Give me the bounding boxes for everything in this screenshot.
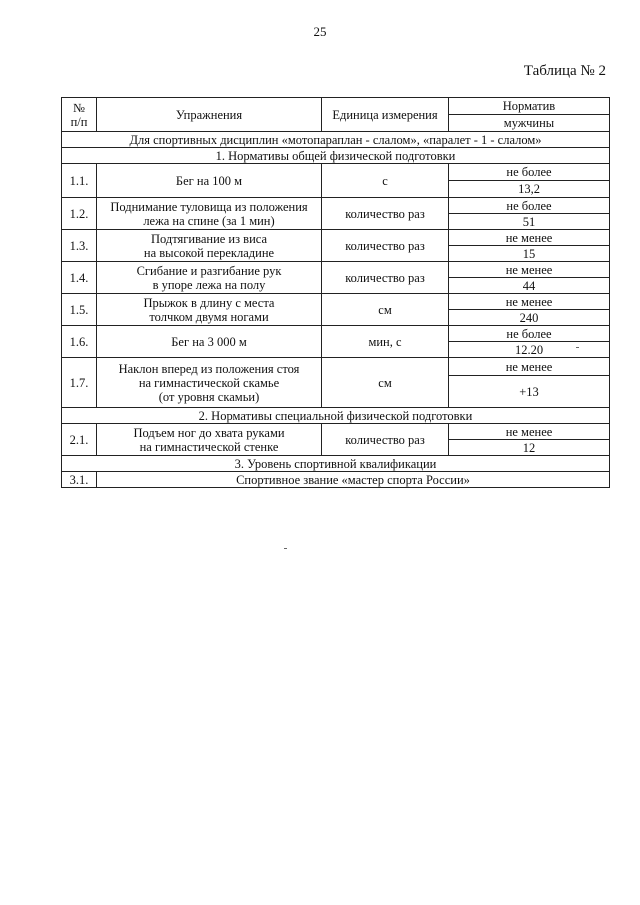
row-unit: количество раз — [322, 424, 449, 456]
section-row — [62, 456, 610, 472]
row-condition: не менее — [449, 230, 610, 246]
header-num: № п/п — [62, 98, 97, 132]
row-exercise: Бег на 100 м — [97, 164, 322, 198]
table-row — [62, 164, 610, 181]
table-row — [62, 294, 610, 310]
discipline-title: Для спортивных дисциплин «мотопараплан - слалом», «паралет - 1 - слалом» — [62, 132, 610, 148]
row-num: 1.6. — [62, 326, 97, 358]
table-caption: Таблица № 2 — [523, 63, 606, 79]
table-row — [62, 326, 610, 342]
table-row — [62, 424, 610, 440]
table-row — [62, 472, 610, 488]
row-exercise: Сгибание и разгибание рук в упоре лежа на полу — [97, 262, 322, 294]
discipline-row — [62, 132, 610, 148]
row-exercise: Прыжок в длину с места толчком двумя ногами — [97, 294, 322, 326]
row-unit: количество раз — [322, 230, 449, 262]
row-value: 12 — [449, 440, 610, 456]
table-row — [62, 230, 610, 246]
table-row — [62, 262, 610, 278]
row-num: 2.1. — [62, 424, 97, 456]
row-value: 51 — [449, 214, 610, 230]
row-condition: не менее — [449, 358, 610, 376]
row-condition: не менее — [449, 262, 610, 278]
row-value: 12.20 — [449, 342, 610, 358]
row-value: 44 — [449, 278, 610, 294]
table-row — [62, 358, 610, 376]
header-gender: мужчины — [449, 115, 610, 132]
header-exercise: Упражнения — [97, 98, 322, 132]
row-unit: с — [322, 164, 449, 198]
row-exercise: Подъем ног до хвата руками на гимнастической стенке — [97, 424, 322, 456]
norms-table — [61, 97, 610, 488]
row-num: 1.4. — [62, 262, 97, 294]
row-value: 13,2 — [449, 181, 610, 198]
row-condition: не менее — [449, 424, 610, 440]
row-exercise: Подтягивание из виса на высокой перекладине — [97, 230, 322, 262]
section-title: 3. Уровень спортивной квалификации — [62, 456, 610, 472]
row-unit: мин, с — [322, 326, 449, 358]
row-exercise: Бег на 3 000 м — [97, 326, 322, 358]
row-num: 1.7. — [62, 358, 97, 408]
header-unit: Единица измерения — [322, 98, 449, 132]
row-unit: количество раз — [322, 262, 449, 294]
row-unit: см — [322, 294, 449, 326]
row-condition: не более — [449, 164, 610, 181]
row-unit: см — [322, 358, 449, 408]
scan-speck — [284, 548, 287, 549]
header-row — [62, 98, 610, 115]
row-exercise: Наклон вперед из положения стоя на гимнастической скамье (от уровня скамьи) — [97, 358, 322, 408]
row-value: 15 — [449, 246, 610, 262]
row-value: +13 — [449, 376, 610, 408]
section-title: 1. Нормативы общей физической подготовки — [62, 148, 610, 164]
page-number: 25 — [313, 24, 327, 39]
section-row — [62, 148, 610, 164]
row-condition: не более — [449, 198, 610, 214]
row-num: 1.1. — [62, 164, 97, 198]
row-qualification: Спортивное звание «мастер спорта России» — [97, 472, 610, 488]
row-value: 240 — [449, 310, 610, 326]
row-num: 1.2. — [62, 198, 97, 230]
row-unit: количество раз — [322, 198, 449, 230]
section-title: 2. Нормативы специальной физической подготовки — [62, 408, 610, 424]
header-norm: Норматив — [449, 98, 610, 115]
section-row — [62, 408, 610, 424]
row-num: 1.3. — [62, 230, 97, 262]
row-condition: не более — [449, 326, 610, 342]
row-num: 1.5. — [62, 294, 97, 326]
table-row — [62, 198, 610, 214]
row-exercise: Поднимание туловища из положения лежа на спине (за 1 мин) — [97, 198, 322, 230]
scan-speck — [576, 347, 579, 348]
row-num: 3.1. — [62, 472, 97, 488]
row-condition: не менее — [449, 294, 610, 310]
